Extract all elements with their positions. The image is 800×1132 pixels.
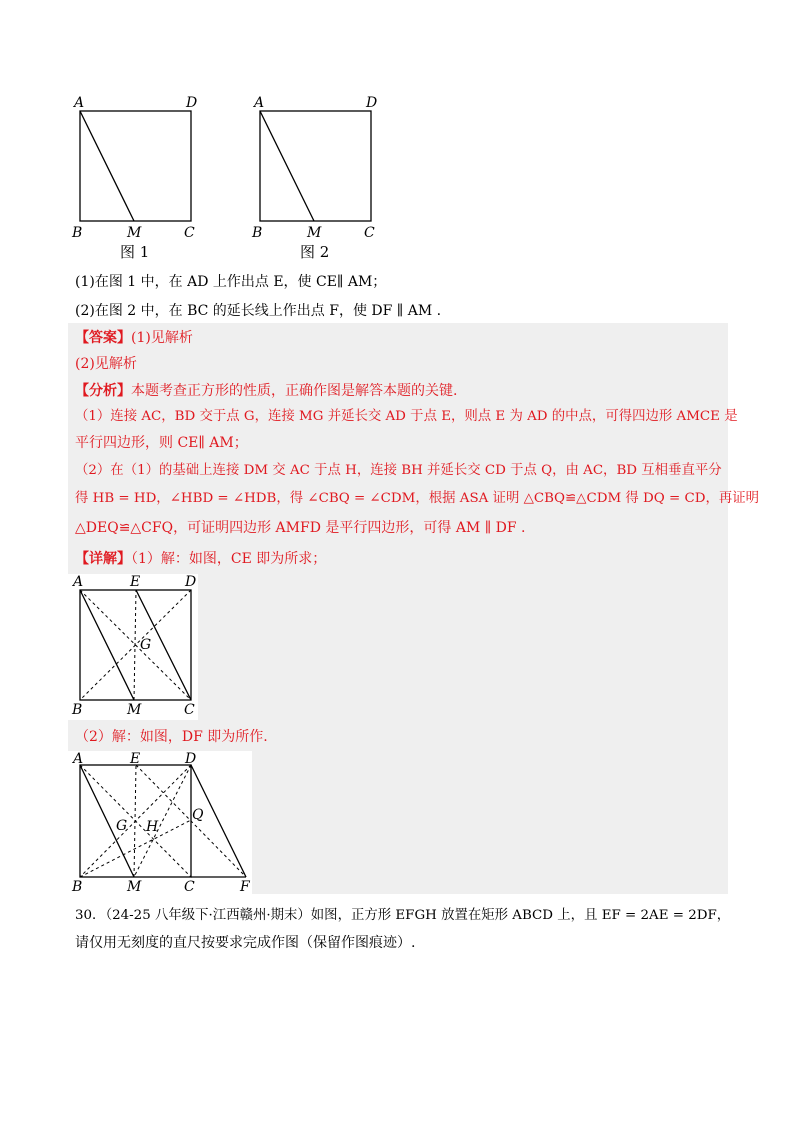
question-30-line-1: 30．（24-25 八年级下·江西赣州·期末）如图，正方形 EFGH 放置在矩形 ABCD 上，且 EF = 2AE = 2DF， bbox=[75, 908, 731, 923]
fig4-label-m: M bbox=[127, 879, 142, 894]
fig1-label-a: A bbox=[74, 95, 85, 111]
fig1-label-b: B bbox=[72, 225, 83, 240]
analysis-p1a: （1）连接 AC，BD 交于点 G，连接 MG 并延长交 AD 于点 E，则点 E 为 AD 的中点，可得四边形 AMCE 是 bbox=[75, 409, 738, 424]
fig3-label-c: C bbox=[184, 702, 195, 718]
fig3-label-b: B bbox=[72, 702, 83, 718]
detail-tag: 【详解】 bbox=[75, 551, 131, 567]
question-30-line-2: 请仅用无刻度的直尺按要求完成作图（保留作图痕迹）. bbox=[75, 935, 416, 951]
answer-text-1: (1)见解析 bbox=[131, 330, 193, 346]
detail-step-1: （1）解：如图，CE 即为所求； bbox=[131, 551, 327, 567]
detail-step-2: （2）解：如图，DF 即为所作. bbox=[75, 729, 268, 745]
answer-tag: 【答案】 bbox=[75, 330, 131, 346]
analysis-p2a: （2）在（1）的基础上连接 DM 交 AC 于点 H，连接 BH 并延长交 CD 于点 Q，由 AC，BD 互相垂直平分 bbox=[75, 463, 722, 478]
analysis-tag: 【分析】 bbox=[75, 383, 131, 399]
fig2-label-d: D bbox=[366, 95, 378, 111]
analysis-intro-line bbox=[75, 381, 457, 401]
figure-3 bbox=[68, 574, 208, 720]
fig4-label-g: G bbox=[116, 818, 128, 834]
answer-line-1 bbox=[75, 328, 193, 348]
analysis-p2b: 得 HB = HD，∠HBD = ∠HDB，得 ∠CBQ = ∠CDM，根据 ASA 证明 △CBQ≌△CDM 得 DQ = CD，再证明 bbox=[75, 491, 760, 506]
fig3-label-g: G bbox=[140, 637, 152, 653]
fig4-label-d: D bbox=[185, 751, 197, 767]
fig2-caption: 图 2 bbox=[300, 243, 330, 261]
fig2-label-b: B bbox=[252, 225, 263, 240]
analysis-intro: 本题考查正方形的性质，正确作图是解答本题的关键. bbox=[131, 383, 458, 399]
analysis-p1b: 平行四边形，则 CE∥ AM； bbox=[75, 435, 248, 451]
fig4-label-b: B bbox=[72, 879, 83, 894]
detail-line-1 bbox=[75, 549, 326, 569]
fig1-label-d: D bbox=[186, 95, 198, 111]
fig1-label-m: M bbox=[127, 225, 142, 240]
fig3-label-a: A bbox=[73, 574, 84, 590]
fig3-label-m: M bbox=[127, 702, 142, 718]
fig4-label-f: F bbox=[240, 879, 250, 894]
figure-4 bbox=[68, 751, 252, 894]
fig1-caption: 图 1 bbox=[120, 243, 150, 261]
fig1-label-c: C bbox=[184, 225, 195, 240]
fig4-label-c: C bbox=[184, 879, 195, 894]
figure-2 bbox=[248, 95, 388, 240]
question-1: (1)在图 1 中，在 AD 上作出点 E，使 CE∥ AM； bbox=[75, 274, 387, 290]
fig2-label-m: M bbox=[307, 225, 322, 240]
analysis-p2c: △DEQ≌△CFQ，可证明四边形 AMFD 是平行四边形，可得 AM ∥ DF . bbox=[75, 520, 526, 536]
fig4-label-e: E bbox=[130, 751, 141, 767]
fig2-label-a: A bbox=[254, 95, 265, 111]
fig3-label-e: E bbox=[130, 574, 141, 590]
fig4-label-a: A bbox=[73, 751, 84, 767]
fig4-label-q: Q bbox=[192, 807, 204, 823]
figure-1 bbox=[68, 95, 208, 240]
question-2: (2)在图 2 中，在 BC 的延长线上作出点 F，使 DF ∥ AM . bbox=[75, 303, 442, 319]
fig4-label-h: H bbox=[146, 819, 159, 835]
fig2-label-c: C bbox=[364, 225, 375, 240]
fig3-label-d: D bbox=[185, 574, 197, 590]
answer-line-2: (2)见解析 bbox=[75, 356, 137, 372]
